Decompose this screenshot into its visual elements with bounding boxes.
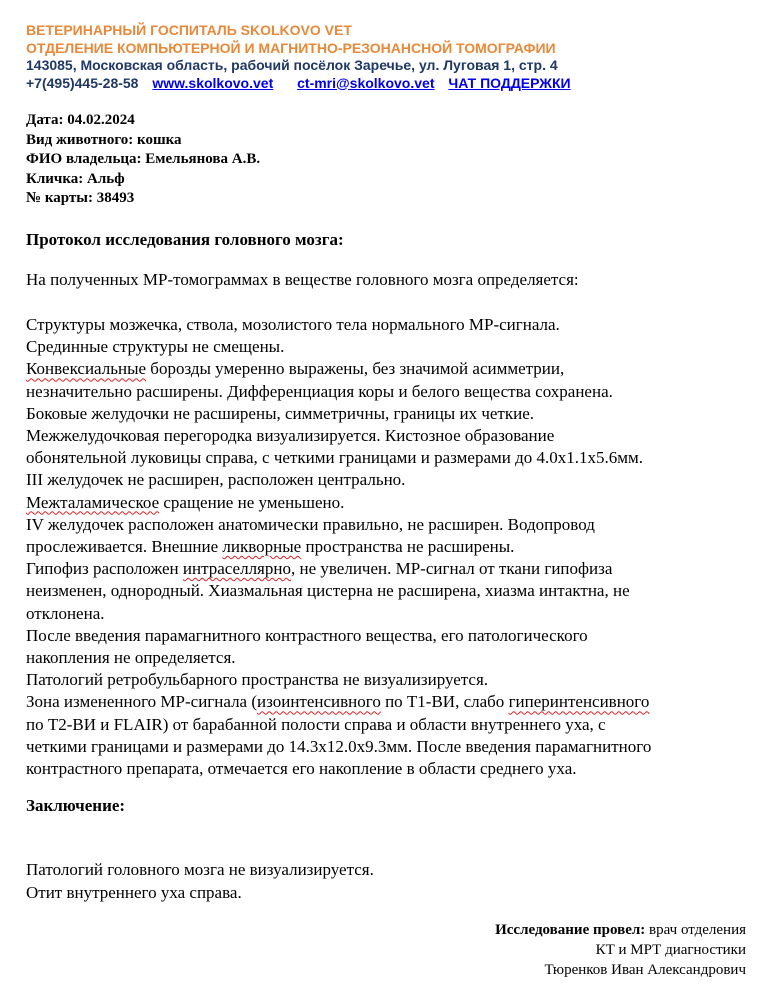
hospital-name: ВЕТЕРИНАРНЫЙ ГОСПИТАЛЬ SKOLKOVO VET: [26, 22, 352, 38]
findings-line: контрастного препарата, отмечается его накопление в области среднего уха.: [26, 759, 577, 779]
findings-text: сращение не уменьшено.: [159, 492, 345, 512]
signature-doctor-name: Тюренков Иван Александрович: [544, 962, 746, 978]
findings-text: Зона измененного МР-сигнала (: [26, 692, 258, 712]
contacts-row: [26, 75, 571, 93]
signature-role-line: [495, 920, 746, 940]
findings-body: [26, 314, 756, 780]
findings-line: Межжелудочковая перегородка визуализируется. Кистозное образование: [26, 426, 555, 446]
protocol-title: Протокол исследования головного мозга:: [26, 230, 344, 249]
conclusion-line: Отит внутреннего уха справа.: [26, 882, 242, 902]
findings-text: по Т1-ВИ, слабо: [380, 692, 509, 712]
website-link[interactable]: www.skolkovo.vet: [152, 74, 274, 91]
conclusion-body: [26, 859, 374, 904]
conclusion-title: Заключение:: [26, 796, 126, 815]
findings-text: , не увеличен. МР-сигнал от ткани гипофиза: [290, 559, 613, 579]
findings-line: незначительно расширены. Дифференциация коры и белого вещества сохранена.: [26, 381, 613, 401]
findings-text: пространства не расширены.: [301, 537, 515, 557]
spellcheck-word: Конвексиальные: [26, 359, 147, 379]
animal-species: Вид животного: кошка: [26, 131, 182, 148]
clinic-header: [26, 22, 571, 92]
findings-text: борозды умеренно выражены, без значимой асимметрии,: [146, 359, 565, 379]
patient-info: [26, 111, 260, 209]
signature-label: Исследование провел:: [495, 922, 646, 938]
findings-line: [26, 492, 756, 514]
spellcheck-word: Межталамическое: [26, 492, 160, 512]
findings-text: Гипофиз расположен: [26, 559, 183, 579]
exam-date: Дата: 04.02.2024: [26, 112, 135, 128]
spellcheck-word: ликворные: [222, 537, 302, 557]
findings-line: III желудочек не расширен, расположен центрально.: [26, 470, 406, 490]
findings-line: [26, 691, 756, 713]
card-number: № карты: 38493: [26, 190, 135, 206]
findings-line: неизменен, однородный. Хиазмальная цистерна не расширена, хиазма интактна, не: [26, 581, 630, 601]
pet-name: Кличка: Альф: [26, 170, 125, 187]
spellcheck-word: гиперинтенсивного: [508, 692, 650, 712]
findings-text: прослеживается. Внешние: [26, 537, 223, 557]
findings-line: [26, 536, 756, 558]
findings-line: Структуры мозжечка, ствола, мозолистого тела нормального МР-сигнала.: [26, 315, 560, 334]
spellcheck-word: изоинтенсивного: [257, 692, 381, 712]
signature-department: КТ и МРТ диагностики: [595, 942, 746, 958]
findings-line: [26, 358, 756, 380]
findings-line: Срединные структуры не смещены.: [26, 337, 285, 357]
findings-line: четкими границами и размерами до 14.3x12.0x9.3мм. После введения парамагнитного: [26, 736, 652, 756]
findings-line: [26, 558, 756, 580]
findings-line: IV желудочек расположен анатомически правильно, не расширен. Водопровод: [26, 514, 595, 534]
findings-line: накопления не определяется.: [26, 648, 236, 668]
signature-block: [495, 920, 746, 980]
department-name: ОТДЕЛЕНИЕ КОМПЬЮТЕРНОЙ И МАГНИТНО-РЕЗОНАНСНОЙ ТОМОГРАФИИ: [26, 39, 556, 56]
findings-line: После введения парамагнитного контрастного вещества, его патологического: [26, 625, 588, 645]
support-chat-link[interactable]: ЧАТ ПОДДЕРЖКИ: [448, 74, 571, 91]
findings-line: обонятельной луковицы справа, с четкими границами и размерами до 4.0x1.1x5.6мм.: [26, 448, 644, 468]
findings-line: отклонена.: [26, 603, 105, 623]
conclusion-line: Патологий головного мозга не визуализируется.: [26, 860, 374, 879]
protocol-intro: На полученных МР-томограммах в веществе головного мозга определяется:: [26, 270, 579, 289]
findings-line: Патологий ретробульбарного пространства не визуализируется.: [26, 670, 489, 690]
spellcheck-word: интраселлярно: [182, 559, 291, 579]
findings-line: Боковые желудочки не расширены, симметричны, границы их четкие.: [26, 403, 534, 423]
findings-line: по Т2-ВИ и FLAIR) от барабанной полости справа и области внутреннего уха, с: [26, 714, 606, 734]
phone-number: +7(495)445-28-58: [26, 74, 139, 91]
signature-role: врач отделения: [645, 922, 746, 938]
email-link[interactable]: ct-mri@skolkovo.vet: [297, 74, 435, 91]
owner-name: ФИО владельца: Емельянова А.В.: [26, 151, 261, 167]
clinic-address: 143085, Московская область, рабочий посёлок Заречье, ул. Луговая 1, стр. 4: [26, 57, 558, 73]
